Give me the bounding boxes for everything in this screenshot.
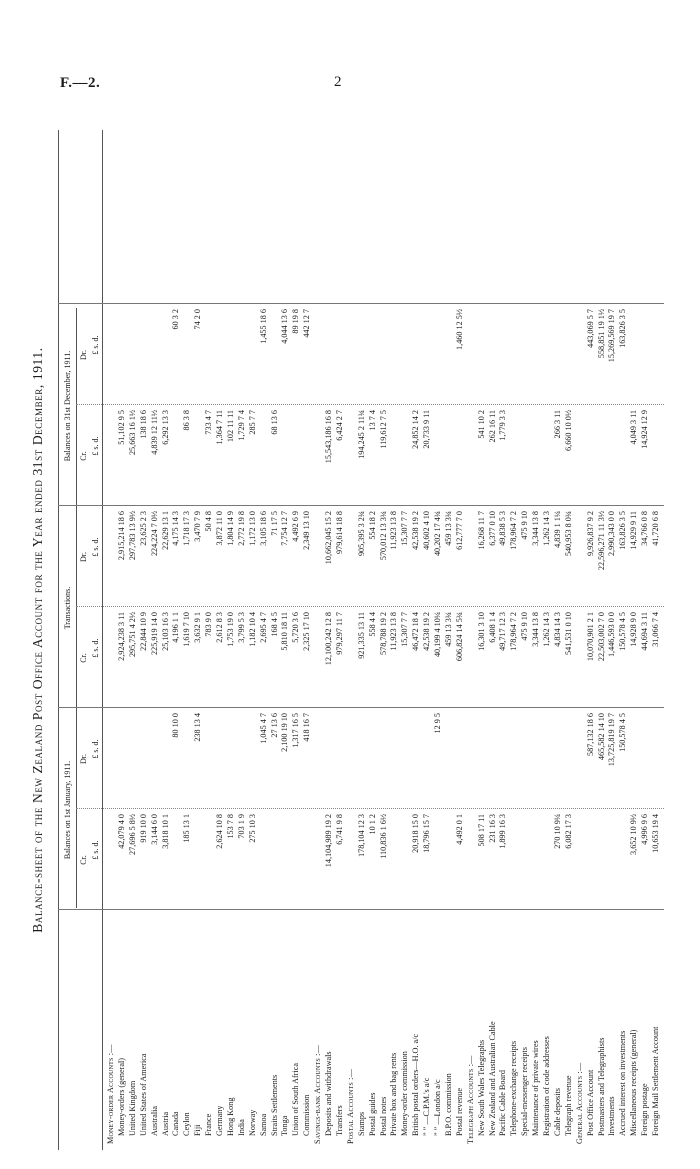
- row-label: General Accounts :—: [574, 1062, 584, 1144]
- row-label: Maintenance of private wires: [531, 1040, 541, 1136]
- amount-cell: 46,472 18 4: [411, 612, 421, 651]
- amount-cell: 31,066 7 4: [651, 612, 660, 647]
- amount-cell: 4,839 1 1¼: [552, 511, 562, 548]
- row-label: Miscellaneous receipts (general): [629, 1029, 639, 1136]
- amount-cell: 1,455 18 6: [258, 309, 268, 344]
- row-label: Accrued interest on investments: [618, 1030, 628, 1136]
- row-label: Straits Settlements: [269, 1074, 279, 1136]
- amount-cell: 16,301 3 10: [476, 612, 486, 651]
- amount-cell: 12 9 5: [433, 713, 442, 734]
- table-row: [226, 130, 236, 1150]
- header-top-rule: [58, 130, 59, 1150]
- amount-cell: 238 13 4: [193, 713, 203, 742]
- section-row: [575, 130, 585, 1150]
- amount-cell: 2,624 10 8: [215, 814, 224, 849]
- row-label: Investments: [607, 1096, 617, 1136]
- currency-row-3: £ s. d.: [91, 638, 100, 658]
- amount-cell: 14,929 9 11: [629, 511, 639, 550]
- table-row: [455, 130, 465, 1150]
- table-row: [640, 130, 650, 1150]
- amount-cell: 119,612 7 5: [378, 410, 388, 449]
- table-row: [553, 130, 563, 1150]
- row-label: Deposits and withdrawals: [324, 1051, 333, 1136]
- amount-cell: 163,826 3 5: [618, 309, 628, 348]
- row-label: Stamps: [356, 1111, 366, 1136]
- amount-cell: 22,844 10 9: [138, 612, 148, 651]
- table-row: [182, 130, 192, 1150]
- currency-row-2: £ s. d.: [91, 739, 100, 759]
- amount-cell: 22,596,271 11 3½: [596, 511, 606, 571]
- amount-cell: 2,990,343 0 0: [607, 511, 617, 557]
- amount-cell: 2,924,238 3 11: [116, 612, 126, 661]
- amount-cell: 6,660 10 0½: [563, 410, 573, 451]
- amount-cell: 15,269,569 19 7: [607, 309, 617, 363]
- table-row: [357, 130, 367, 1150]
- amount-cell: 15,543,186 16 8: [324, 410, 333, 464]
- amount-cell: 3,818 10 1: [160, 814, 170, 849]
- amount-cell: 1,262 14 3: [542, 612, 551, 647]
- header-opening-balances: Balances on 1st January, 1911.: [63, 760, 72, 860]
- header-dr-3: Dr.: [79, 350, 88, 360]
- amount-cell: 178,964 7 2: [509, 612, 519, 651]
- amount-cell: 979,614 18 8: [334, 511, 344, 554]
- amount-cell: 285 7 7: [247, 410, 257, 435]
- row-label: Telegraph revenue: [563, 1075, 573, 1136]
- amount-cell: 3,344 13 8: [531, 612, 541, 647]
- amount-cell: 150,578 4 5: [618, 612, 628, 651]
- table-row: [651, 130, 661, 1150]
- amount-cell: 3,344 13 8: [531, 511, 541, 546]
- amount-cell: 4,834 14 3: [552, 612, 562, 647]
- amount-cell: 44,694 3 11: [640, 612, 650, 651]
- table-row: [618, 130, 628, 1150]
- row-label: New Zealand and Australian Cable: [487, 1021, 497, 1136]
- row-label: Postmasters and Telegraphists: [596, 1037, 606, 1136]
- amount-cell: 1,729 7 4: [236, 410, 246, 441]
- amount-cell: 11,923 13 8: [389, 612, 399, 651]
- amount-cell: 231 16 3: [487, 814, 497, 843]
- table-row: [150, 130, 160, 1150]
- amount-cell: 558 4 4: [367, 612, 377, 637]
- row-label: Commission: [302, 1094, 312, 1136]
- amount-cell: 163,826 3 5: [618, 511, 628, 550]
- amount-cell: 459 13 3¾: [443, 612, 453, 647]
- amount-cell: 442 12 7: [302, 309, 312, 338]
- amount-cell: 27 13 6: [269, 713, 279, 738]
- amount-cell: 14,924 12 9: [640, 410, 650, 449]
- amount-cell: 224,224 7 0½: [149, 511, 159, 557]
- amount-cell: 5,810 18 11: [280, 612, 290, 651]
- amount-cell: 11,923 13 8: [389, 511, 399, 550]
- row-label: Postal Accounts :—: [345, 1068, 355, 1144]
- row-label: Pacific Cable Board: [498, 1070, 508, 1136]
- table-row: [607, 130, 617, 1150]
- amount-cell: 459 13 3¾: [443, 511, 453, 546]
- section-row: [466, 130, 476, 1150]
- table-row: [444, 130, 454, 1150]
- amount-cell: 2,349 13 10: [302, 511, 312, 550]
- table-row: [564, 130, 574, 1150]
- currency-row-1: £ s. d.: [91, 840, 100, 860]
- table-row: [204, 130, 214, 1150]
- table-row: [193, 130, 203, 1150]
- amount-cell: 4,839 12 11½: [149, 410, 159, 455]
- sheet-title: Balance-sheet of the New Zealand Post Office Account for the Year ended 31st December, 1911.: [30, 347, 45, 933]
- header-dr-2: Dr.: [79, 552, 88, 562]
- amount-cell: 2,915,214 18 6: [116, 511, 126, 561]
- amount-cell: 6,292 13 3: [160, 410, 170, 445]
- amount-cell: 443,069 5 7: [585, 309, 595, 348]
- section-row: [313, 130, 323, 1150]
- amount-cell: 1,446,593 0 0: [607, 612, 617, 658]
- row-label: New South Wales Telegraphs: [476, 1039, 486, 1136]
- table-row: [324, 130, 334, 1150]
- page-code: F.—2.: [60, 75, 101, 91]
- amount-cell: 10,070,901 2 1: [585, 612, 595, 662]
- amount-cell: 2,100 19 10: [280, 713, 290, 752]
- amount-cell: 71 17 5: [269, 511, 279, 536]
- header-transactions: Transactions.: [63, 586, 72, 630]
- table-row: [248, 130, 258, 1150]
- amount-cell: 6,741 9 8: [334, 814, 344, 845]
- row-label: Transfers: [334, 1105, 344, 1136]
- amount-cell: 4,044 13 6: [280, 309, 290, 344]
- amount-cell: 16,268 11 7: [476, 511, 486, 550]
- amount-cell: 34,766 0 8: [640, 511, 650, 546]
- amount-cell: 4,196 1 1: [171, 612, 181, 643]
- row-label: Foreign Mail Settlement Account: [651, 1026, 660, 1136]
- amount-cell: 42,079 4 0: [116, 814, 126, 849]
- amount-cell: 24,852 14 2: [411, 410, 421, 449]
- amount-cell: 178,104 12 3: [356, 814, 366, 857]
- amount-cell: 270 10 9¼: [552, 814, 562, 849]
- table-row: [161, 130, 171, 1150]
- amount-cell: 10,662,045 15 2: [324, 511, 333, 565]
- amount-cell: 554 18 2: [367, 511, 377, 540]
- row-label: B.P.O. commission: [443, 1073, 453, 1136]
- amount-cell: 27,696 5 8½: [127, 814, 137, 855]
- amount-cell: 979,297 11 7: [334, 612, 344, 655]
- amount-cell: 1,364 7 11: [215, 410, 224, 445]
- row-label: Private box and bag rents: [389, 1052, 399, 1136]
- table-row: [542, 130, 552, 1150]
- amount-cell: 25,103 16 3: [160, 612, 170, 651]
- amount-cell: 153 7 8: [225, 814, 235, 839]
- amount-cell: 40,202 17 4¾: [433, 511, 442, 557]
- amount-cell: 23,625 2 3: [138, 511, 148, 546]
- row-label: Telegraph Accounts :—: [465, 1055, 475, 1144]
- row-label: United Kingdom: [127, 1080, 137, 1136]
- amount-cell: 475 9 10: [520, 511, 530, 540]
- amount-cell: 1,317 16 5: [291, 713, 301, 748]
- amount-cell: 102 11 11: [225, 410, 235, 443]
- amount-cell: 178,964 7 2: [509, 511, 519, 550]
- amount-cell: 1,779 3 3: [498, 410, 508, 441]
- table-row: [237, 130, 247, 1150]
- amount-cell: 508 17 11: [476, 814, 486, 847]
- header-bottom-rule: [102, 130, 103, 1150]
- row-label: Fiji: [193, 1124, 203, 1136]
- row-label: British postal orders—H.O. a/c: [411, 1033, 421, 1136]
- amount-cell: 1,619 7 10: [182, 612, 192, 647]
- table-row: [270, 130, 280, 1150]
- amount-cell: 612,777 7 0: [454, 511, 464, 550]
- amount-cell: 578,788 19 2: [378, 612, 388, 655]
- table-row: [128, 130, 138, 1150]
- amount-cell: 1,753 19 0: [225, 612, 235, 647]
- amount-cell: 6,408 1 4: [487, 612, 497, 643]
- amount-cell: 68 13 6: [269, 410, 279, 435]
- row-label: Hong Kong: [225, 1097, 235, 1136]
- amount-cell: 14,104,989 19 2: [324, 814, 333, 868]
- balance-sheet: [30, 130, 670, 1150]
- amount-cell: 40,199 4 10¼: [433, 612, 442, 658]
- table-row: [302, 130, 312, 1150]
- header-mid-rule: [76, 308, 77, 908]
- amount-cell: 225,919 14 0: [149, 612, 159, 655]
- section-row: [346, 130, 356, 1150]
- table-row: [531, 130, 541, 1150]
- amount-cell: 150,578 4 5: [618, 713, 628, 752]
- row-label: ” ” —C.P.M.'s a/c: [422, 1077, 432, 1136]
- row-label: Foreign postage: [640, 1083, 650, 1136]
- table-row: [509, 130, 519, 1150]
- amount-cell: 919 10 0: [138, 814, 148, 843]
- table-row: [291, 130, 301, 1150]
- table-row: [117, 130, 127, 1150]
- amount-cell: 2,325 17 10: [302, 612, 312, 651]
- amount-cell: 60 3 2: [171, 309, 181, 330]
- table-row: [259, 130, 269, 1150]
- row-label: Union of South Africa: [291, 1063, 301, 1136]
- currency-row-5: £ s. d.: [91, 436, 100, 456]
- amount-cell: 6,377 0 10: [487, 511, 497, 546]
- amount-cell: 570,012 13 3¾: [378, 511, 388, 561]
- amount-cell: 14,928 9 0: [629, 612, 639, 647]
- header-dr-1: Dr.: [79, 754, 88, 764]
- row-label: Tonga: [280, 1115, 290, 1136]
- amount-cell: 89 19 8: [291, 309, 301, 334]
- header-cr-1: Cr.: [79, 855, 88, 865]
- amount-cell: 74 2 0: [193, 309, 203, 330]
- table-row: [629, 130, 639, 1150]
- table-row: [379, 130, 389, 1150]
- currency-row-4: £ s. d.: [91, 537, 100, 557]
- amount-cell: 42,538 19 2: [422, 612, 432, 651]
- amount-cell: 3,652 10 9½: [629, 814, 639, 855]
- row-label: United States of America: [138, 1053, 148, 1136]
- amount-cell: 80 10 0: [171, 713, 181, 738]
- amount-cell: 2,695 4 7: [258, 612, 268, 643]
- table-row: [597, 130, 607, 1150]
- amount-cell: 110,836 1 6½: [378, 814, 388, 859]
- section-row: [106, 130, 116, 1150]
- amount-cell: 558,851 19 1½: [596, 309, 606, 359]
- row-label: Ceylon: [182, 1112, 192, 1136]
- amount-cell: 10 1 2: [367, 814, 377, 835]
- amount-cell: 1,045 4 7: [258, 713, 268, 744]
- amount-cell: 3,144 6 0: [149, 814, 159, 845]
- amount-cell: 12,100,242 12 8: [324, 612, 333, 666]
- amount-cell: 194,245 2 11¾: [356, 410, 366, 459]
- row-label: Special-messenger receipts: [520, 1047, 530, 1136]
- amount-cell: 42,538 19 2: [411, 511, 421, 550]
- amount-cell: 50 4 8: [204, 511, 214, 532]
- amount-cell: 18,796 15 7: [422, 814, 432, 853]
- row-label: Canada: [171, 1111, 181, 1136]
- row-label: Cable deposits: [552, 1088, 562, 1136]
- table-row: [433, 130, 443, 1150]
- row-label: Postal guides: [367, 1092, 377, 1136]
- amount-cell: 168 4 5: [269, 612, 279, 637]
- header-closing-balances: Balances on 31st December, 1911.: [63, 350, 72, 462]
- row-label: Australia: [149, 1105, 159, 1136]
- amount-cell: 418 16 7: [302, 713, 312, 742]
- amount-cell: 275 10 3: [247, 814, 257, 843]
- row-label: Post Office Account: [585, 1069, 595, 1136]
- amount-cell: 1,899 16 3: [498, 814, 508, 849]
- amount-cell: 1,262 14 3: [542, 511, 551, 546]
- amount-cell: 3,105 18 6: [258, 511, 268, 546]
- amount-cell: 905,395 3 2¾: [356, 511, 366, 557]
- amount-cell: 6,082 17 3: [563, 814, 573, 849]
- amount-cell: 2,772 19 8: [236, 511, 246, 546]
- amount-cell: 703 1 9: [236, 814, 246, 839]
- table-row: [368, 130, 378, 1150]
- row-label: Savings-bank Accounts :—: [313, 1045, 323, 1144]
- amount-cell: 295,751 4 2½: [127, 612, 137, 658]
- row-label: Postal notes: [378, 1096, 388, 1136]
- amount-cell: 15,307 7 7: [400, 511, 410, 546]
- amount-cell: 541 10 2: [476, 410, 486, 439]
- amount-cell: 22,629 13 1: [160, 511, 170, 550]
- amount-cell: 1,460 12 5½: [454, 309, 464, 350]
- page-number: 2: [334, 74, 342, 90]
- amount-cell: 587,132 18 6: [585, 713, 595, 756]
- amount-cell: 13,725,819 19 7: [607, 713, 617, 767]
- amount-cell: 266 3 11: [552, 410, 562, 439]
- amount-cell: 3,872 11 0: [215, 511, 224, 546]
- amount-cell: 297,783 13 9½: [127, 511, 137, 561]
- amount-cell: 540,953 8 0¾: [563, 511, 573, 557]
- amount-cell: 10,653 19 4: [651, 814, 660, 853]
- amount-cell: 86 3 8: [182, 410, 192, 431]
- amount-cell: 465,582 14 10: [596, 713, 606, 761]
- amount-cell: 41,720 6 8: [651, 511, 660, 546]
- amount-cell: 4,049 3 11: [629, 410, 639, 445]
- row-label: Money-orders (general): [116, 1058, 126, 1136]
- amount-cell: 49,717 12 3: [498, 612, 508, 651]
- table-row: [422, 130, 432, 1150]
- row-label: Money-order Accounts :—: [106, 1044, 115, 1144]
- amount-cell: 13 7 4: [367, 410, 377, 431]
- amount-cell: 6,424 2 7: [334, 410, 344, 441]
- row-label: France: [204, 1113, 214, 1136]
- amount-cell: 22,503,002 7 0: [596, 612, 606, 662]
- amount-cell: 40,602 4 10: [422, 511, 432, 550]
- table-row: [215, 130, 225, 1150]
- amount-cell: 15,307 7 7: [400, 612, 410, 647]
- amount-cell: 262 16 11: [487, 410, 497, 443]
- table-row: [488, 130, 498, 1150]
- amount-cell: 1,172 13 0: [247, 511, 257, 546]
- row-label: Samoa: [258, 1113, 268, 1136]
- table-row: [498, 130, 508, 1150]
- header-cr-3: Cr.: [79, 451, 88, 461]
- amount-cell: 9,926,837 9 2: [585, 511, 595, 557]
- amount-cell: 475 9 10: [520, 612, 530, 641]
- amount-cell: 4,175 14 3: [171, 511, 181, 546]
- table-row: [586, 130, 596, 1150]
- amount-cell: 4,996 9 6: [640, 814, 650, 845]
- row-label: Norway: [247, 1109, 257, 1136]
- row-label: Germany: [215, 1105, 224, 1136]
- amount-cell: 51,102 9 5: [116, 410, 126, 445]
- amount-cell: 541,531 0 10: [563, 612, 573, 655]
- amount-cell: 185 13 1: [182, 814, 192, 843]
- row-label: Money-order commission: [400, 1051, 410, 1136]
- table-row: [477, 130, 487, 1150]
- header-cr-2: Cr.: [79, 653, 88, 663]
- amount-cell: 20,918 15 0: [411, 814, 421, 853]
- row-label: Registration of code addresses: [542, 1036, 551, 1136]
- amount-cell: 138 18 6: [138, 410, 148, 439]
- amount-cell: 4,492 0 1: [454, 814, 464, 845]
- amount-cell: 1,182 10 4: [247, 612, 257, 647]
- amount-cell: 1,718 17 3: [182, 511, 192, 546]
- amount-cell: 20,733 9 11: [422, 410, 432, 449]
- amount-cell: 25,663 16 1½: [127, 410, 137, 456]
- amount-cell: 3,470 7 9: [193, 511, 203, 542]
- amount-cell: 921,335 13 11: [356, 612, 366, 659]
- amount-cell: 733 4 7: [204, 410, 214, 435]
- row-label: Telephone-exchange receipts: [509, 1040, 519, 1136]
- amount-cell: 606,824 14 5¾: [454, 612, 464, 662]
- currency-row-6: £ s. d.: [91, 335, 100, 355]
- amount-cell: 7,754 12 7: [280, 511, 290, 546]
- table-row: [389, 130, 399, 1150]
- row-label: ” ” —London a/c: [433, 1079, 442, 1136]
- amount-cell: 5,720 3 6: [291, 612, 301, 643]
- amount-cell: 49,838 5 3: [498, 511, 508, 546]
- table-row: [171, 130, 181, 1150]
- row-label: Postal revenue: [454, 1088, 464, 1136]
- amount-cell: 3,632 9 1: [193, 612, 203, 643]
- table-row: [139, 130, 149, 1150]
- row-label: India: [236, 1119, 246, 1136]
- table-row: [411, 130, 421, 1150]
- table-row: [280, 130, 290, 1150]
- amount-cell: 1,804 14 9: [225, 511, 235, 546]
- amount-cell: 4,492 6 9: [291, 511, 301, 542]
- amount-cell: 783 9 0: [204, 612, 214, 637]
- row-label: Austria: [160, 1111, 170, 1136]
- table-row: [520, 130, 530, 1150]
- amount-cell: 3,799 5 3: [236, 612, 246, 643]
- amount-cell: 2,612 8 3: [215, 612, 224, 643]
- table-row: [335, 130, 345, 1150]
- table-row: [400, 130, 410, 1150]
